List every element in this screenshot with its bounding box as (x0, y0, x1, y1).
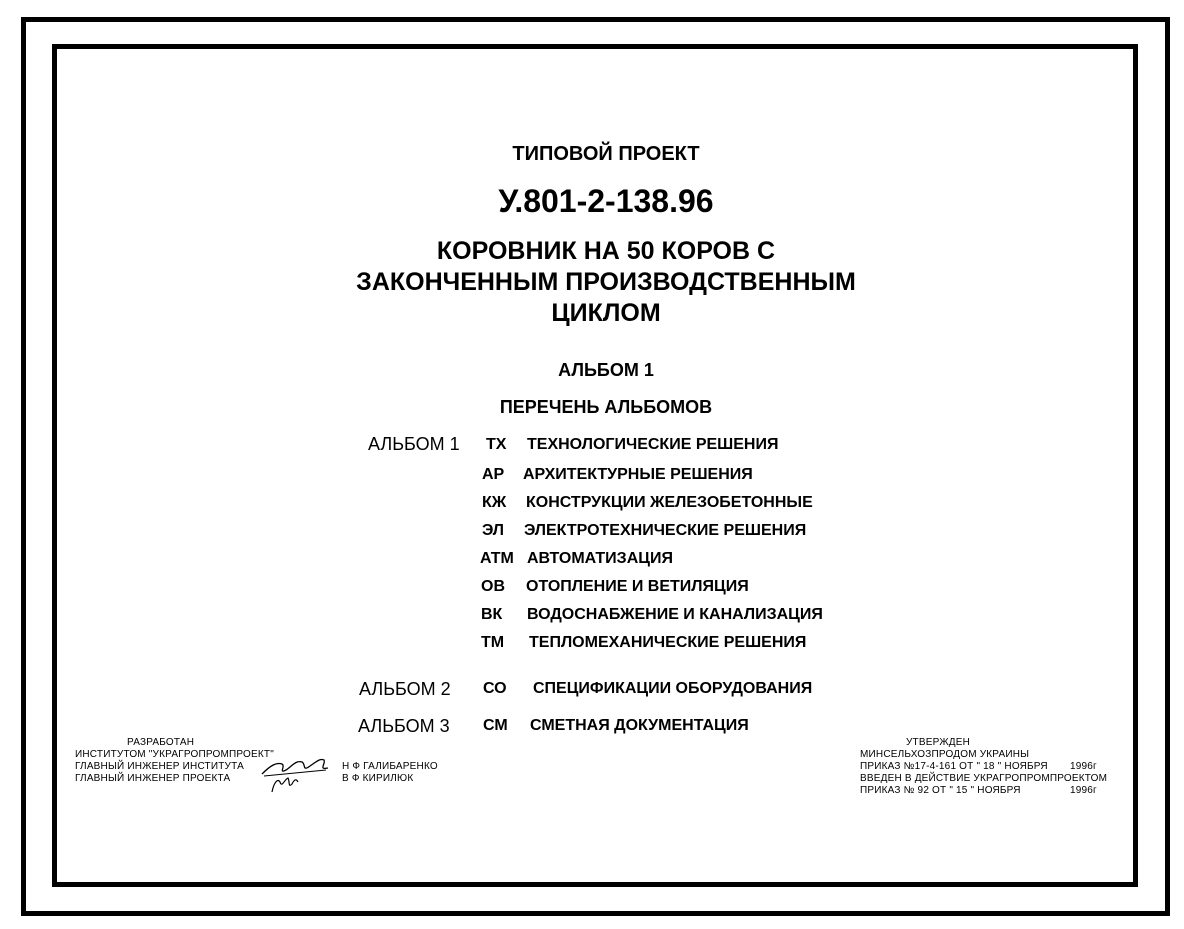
entry-code: КЖ (482, 494, 507, 511)
title-line-3: ЦИКЛОМ (551, 299, 661, 327)
approved-heading: УТВЕРЖДЕН (906, 737, 971, 748)
entry-name: ТЕПЛОМЕХАНИЧЕСКИЕ РЕШЕНИЯ (529, 634, 807, 651)
entry-code: ЭЛ (482, 522, 504, 539)
entry-code: СО (483, 680, 507, 697)
album-1-label: АЛЬБОМ 1 (368, 434, 460, 454)
project-code: У.801-2-138.96 (498, 183, 714, 219)
approved-order-2-year: 1996г (1070, 785, 1097, 796)
approved-order-1-year: 1996г (1070, 761, 1097, 772)
chief-project-label: ГЛАВНЫЙ ИНЖЕНЕР ПРОЕКТА (75, 773, 231, 784)
entry-name: АРХИТЕКТУРНЫЕ РЕШЕНИЯ (523, 466, 753, 483)
chief-institute-name: Н Ф ГАЛИБАРЕНКО (342, 761, 438, 772)
entry-code: ТМ (481, 634, 505, 651)
entry-name: ЭЛЕКТРОТЕХНИЧЕСКИЕ РЕШЕНИЯ (524, 522, 807, 539)
type-label: ТИПОВОЙ ПРОЕКТ (512, 143, 700, 165)
entry-code: АР (482, 466, 505, 483)
approved-enacted: ВВЕДЕН В ДЕЙСТВИЕ УКРАГРОПРОМПРОЕКТОМ (860, 773, 1108, 784)
signature (258, 752, 332, 796)
entry-name: СМЕТНАЯ ДОКУМЕНТАЦИЯ (530, 717, 749, 734)
album-3-label: АЛЬБОМ 3 (358, 716, 450, 736)
entry-name: ВОДОСНАБЖЕНИЕ И КАНАЛИЗАЦИЯ (527, 606, 823, 623)
entry-name: ОТОПЛЕНИЕ И ВЕТИЛЯЦИЯ (526, 578, 749, 595)
title-line-1: КОРОВНИК НА 50 КОРОВ С (436, 237, 776, 265)
chief-project-name: В Ф КИРИЛЮК (342, 773, 414, 784)
album-heading: АЛЬБОМ 1 (558, 360, 654, 380)
entry-code: ВК (481, 606, 503, 623)
list-heading: ПЕРЕЧЕНЬ АЛЬБОМОВ (499, 397, 713, 417)
entry-code: ТХ (486, 436, 507, 453)
entry-name: ТЕХНОЛОГИЧЕСКИЕ РЕШЕНИЯ (527, 436, 779, 453)
album-2-label: АЛЬБОМ 2 (359, 679, 451, 699)
entry-name: СПЕЦИФИКАЦИИ ОБОРУДОВАНИЯ (533, 680, 813, 697)
chief-institute-label: ГЛАВНЫЙ ИНЖЕНЕР ИНСТИТУТА (75, 761, 244, 772)
developed-org: ИНСТИТУТОМ "УКРАГРОПРОМПРОЕКТ" (75, 749, 274, 760)
entry-name: КОНСТРУКЦИИ ЖЕЛЕЗОБЕТОННЫЕ (526, 494, 813, 511)
entry-name: АВТОМАТИЗАЦИЯ (527, 550, 673, 567)
approved-order-2: ПРИКАЗ № 92 ОТ " 15 " НОЯБРЯ (860, 785, 1021, 796)
approved-order-1: ПРИКАЗ №17-4-161 ОТ " 18 " НОЯБРЯ (860, 761, 1048, 772)
entry-code: СМ (483, 717, 508, 734)
entry-code: АТМ (480, 550, 514, 567)
entry-code: ОВ (481, 578, 505, 595)
approved-ministry: МИНСЕЛЬХОЗПРОДОМ УКРАИНЫ (860, 749, 1030, 760)
developed-heading: РАЗРАБОТАН (127, 737, 195, 748)
title-line-2: ЗАКОНЧЕННЫМ ПРОИЗВОДСТВЕННЫМ (356, 268, 856, 296)
